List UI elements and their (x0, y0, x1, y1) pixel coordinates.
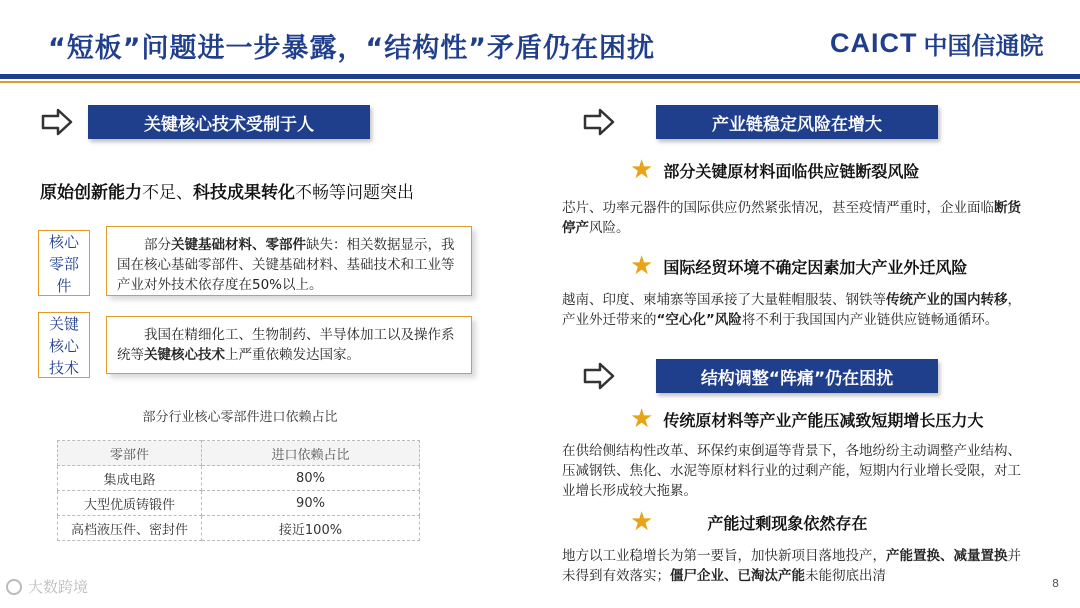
column-header: 零部件 (58, 441, 202, 466)
box1-body (106, 226, 472, 296)
header-rule-blue (0, 74, 1080, 79)
arrow-right-icon (582, 108, 616, 136)
item2-text-mid: ，产业外迁带来的 (562, 292, 1021, 328)
item2-text-post: 将不利于我国国内产业链供应链畅通循环。 (741, 312, 999, 328)
item1-text-pre: 芯片、功率元器件的国际供应仍然紧张情况，甚至疫情严重时，企业面临 (562, 200, 994, 216)
item4-paragraph (562, 546, 1032, 586)
table-cell: 高档液压件、密封件 (58, 516, 202, 541)
page-title: “短板”问题进一步暴露，“结构性”矛盾仍在困扰 (48, 33, 655, 64)
box2-label-line: 技术 (48, 359, 79, 377)
box2-label (38, 312, 90, 378)
arrow-right-icon (40, 108, 74, 136)
item3-title: 传统原材料等产业产能压减致短期增长压力大 (663, 410, 984, 430)
watermark (6, 576, 88, 597)
column-header: 进口依赖占比 (202, 441, 420, 466)
table-caption: 部分行业核心零部件进口依赖占比 (142, 410, 338, 425)
table-cell: 集成电路 (58, 466, 202, 491)
caict-logo (830, 26, 1044, 61)
item4-title: 产能过剩现象依然存在 (707, 513, 868, 533)
star-icon: ★ (630, 507, 654, 537)
table-cell: 80% (202, 466, 420, 491)
box1-text-bold: 关键基础材料、零部件 (171, 237, 306, 253)
item1-title: 部分关键原材料面临供应链断裂风险 (663, 161, 920, 181)
item4-text-bold-1: 产能置换、减量置换 (886, 548, 1008, 564)
item4-text-post: 未能彻底出清 (805, 568, 886, 584)
box1-text-post: 缺失：相关数据显示，我国在核心基础零部件、关键基础材料、基础技术和工业等产业对外技术依存度在50%以上。 (117, 237, 455, 293)
star-icon: ★ (630, 404, 654, 434)
box1-label-line: 件 (56, 277, 72, 295)
item1-text-bold: 断货停产 (562, 200, 1021, 236)
lead-text-1: 不足、 (142, 183, 193, 203)
box1-label-line: 零部 (48, 255, 79, 273)
table-cell: 90% (202, 491, 420, 516)
table-header-row (58, 441, 420, 466)
item4-heading (630, 509, 867, 535)
logo-chinese: 中国信通院 (923, 32, 1044, 60)
box2-label-line: 关键 (48, 315, 79, 333)
box2-body (106, 316, 472, 374)
table-cell: 接近100% (202, 516, 420, 541)
box2-text-bold: 关键核心技术 (144, 347, 225, 363)
lead-bold-1: 原始创新能力 (40, 183, 142, 203)
page-number: 8 (1052, 577, 1059, 590)
box1-text-pre: 部分 (144, 237, 171, 253)
watermark-logo-icon (6, 579, 22, 595)
box2-label-line: 核心 (48, 337, 79, 355)
item3-paragraph: 在供给侧结构性改革、环保约束倒逼等背景下，各地纷纷主动调整产业结构、压减钢铁、焦化、水泥等原材料行业的过剩产能，短期内行业增长受限，对工业增长形成较大拖累。 (562, 443, 1021, 499)
item1-text-post: 风险。 (589, 220, 630, 236)
table-row (58, 466, 420, 491)
lead-statement (40, 178, 414, 203)
box2-text-post: 上严重依赖发达国家。 (225, 347, 360, 363)
lead-text-2: 不畅等问题突出 (295, 183, 414, 203)
item3-heading (630, 406, 983, 432)
lead-bold-2: 科技成果转化 (193, 183, 295, 203)
table-cell: 大型优质铸锻件 (58, 491, 202, 516)
logo-english: CAICT (830, 28, 918, 58)
item1-paragraph (562, 198, 1032, 238)
section-header-restructuring: 结构调整“阵痛”仍在困扰 (656, 359, 938, 393)
item4-text-pre: 地方以工业稳增长为第一要旨，加快新项目落地投产， (562, 548, 886, 564)
item2-title: 国际经贸环境不确定因素加大产业外迁风险 (663, 257, 968, 277)
watermark-text: 大数跨境 (28, 578, 89, 596)
star-icon: ★ (630, 155, 654, 185)
table-row (58, 516, 420, 541)
dependency-table (57, 440, 420, 541)
star-icon: ★ (630, 251, 654, 281)
box1-label (38, 230, 90, 296)
item1-heading (630, 157, 919, 183)
table-row (58, 491, 420, 516)
item4-text-mid: 并未得到有效落实； (562, 548, 1021, 584)
item2-text-pre: 越南、印度、柬埔寨等国承接了大量鞋帽服装、钢铁等 (562, 292, 886, 308)
section-header-key-tech: 关键核心技术受制于人 (88, 105, 370, 139)
header-rule-orange (0, 81, 1080, 83)
box2-text-pre: 我国在精细化工、生物制药、半导体加工以及操作系统等 (117, 327, 455, 363)
item4-text-bold-2: 僵尸企业、已淘汰产能 (670, 568, 805, 584)
item2-heading (630, 253, 967, 279)
box1-label-line: 核心 (48, 233, 79, 251)
arrow-right-icon (582, 362, 616, 390)
item2-text-bold-1: 传统产业的国内转移 (886, 292, 1008, 308)
item2-text-bold-2: “空心化”风险 (656, 312, 742, 328)
section-header-supply-chain: 产业链稳定风险在增大 (656, 105, 938, 139)
item2-paragraph (562, 290, 1032, 330)
